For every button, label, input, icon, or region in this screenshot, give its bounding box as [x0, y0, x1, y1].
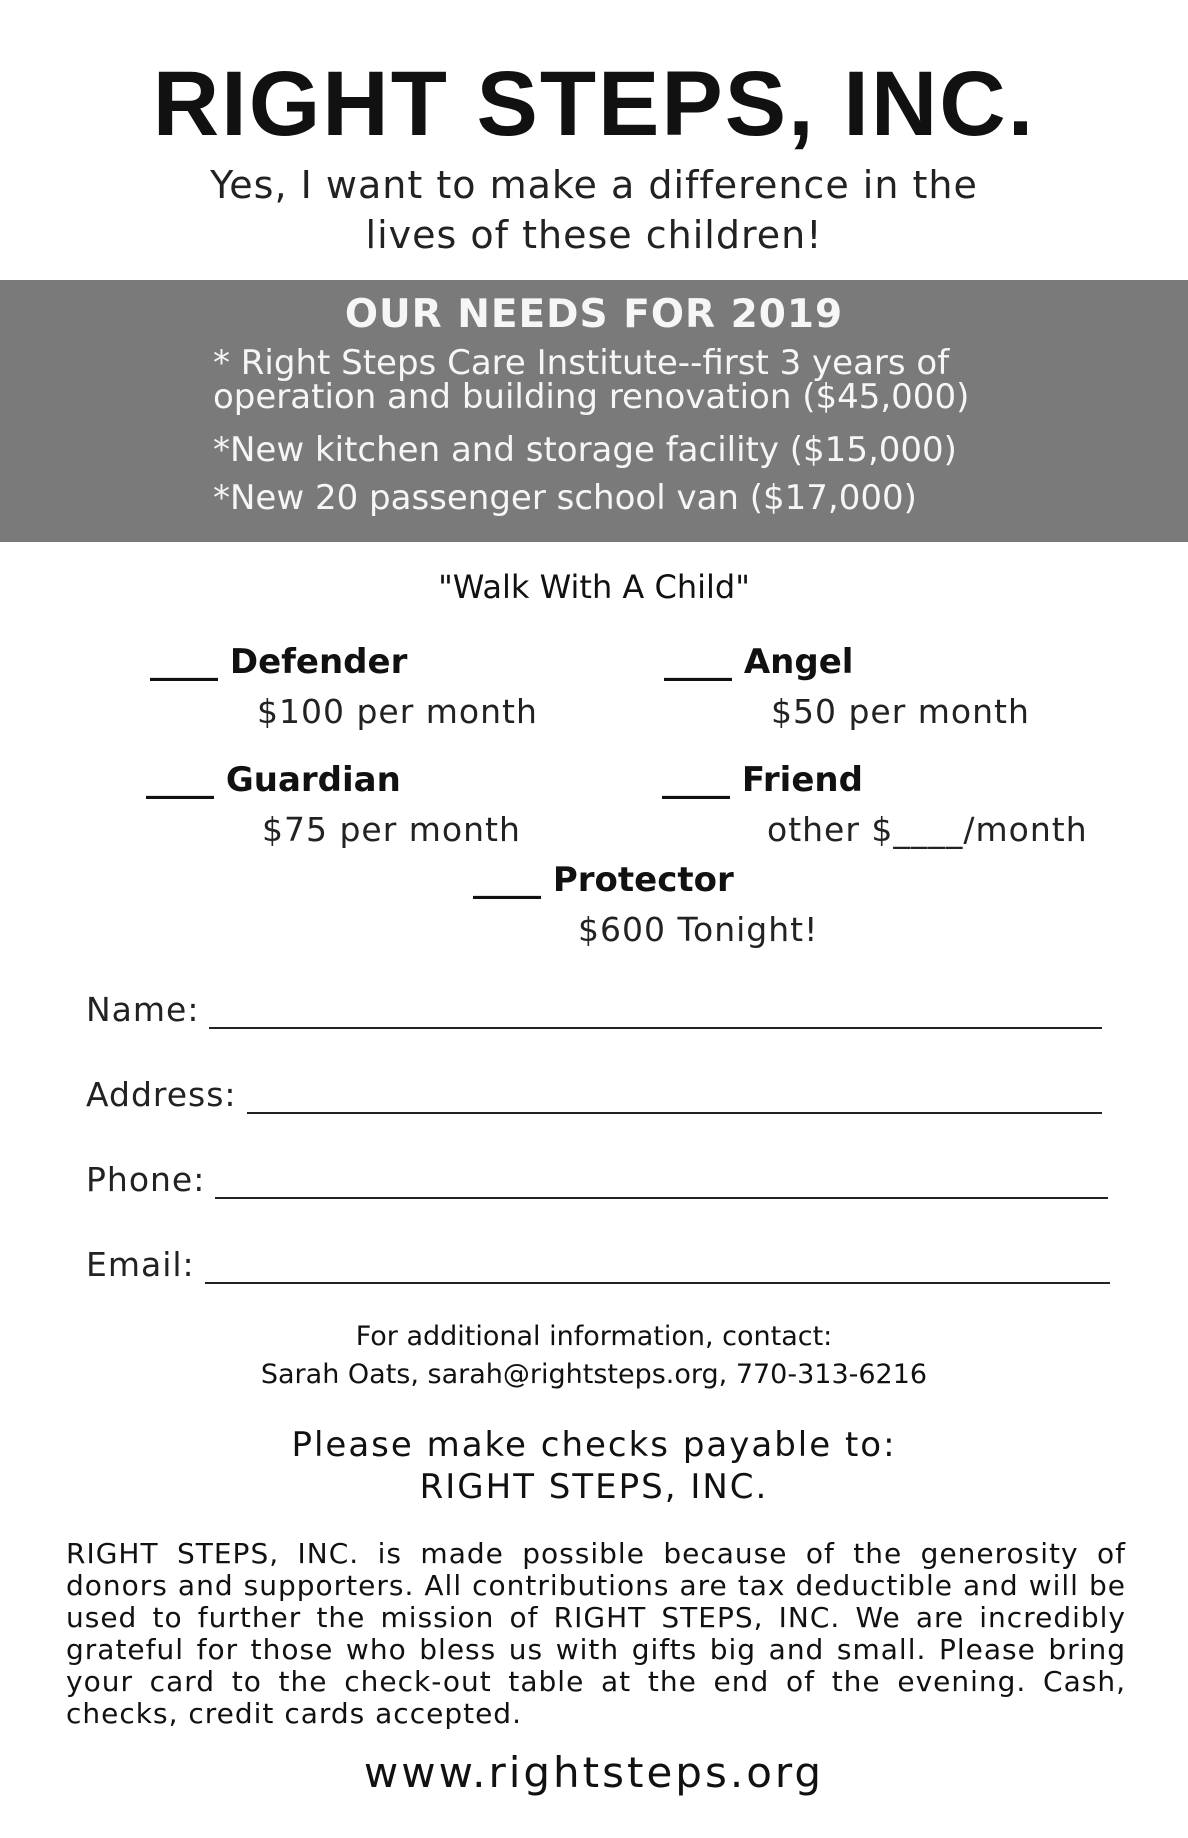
address-field[interactable]: [86, 1075, 1102, 1114]
checks-payable: [0, 1424, 1188, 1508]
name-field[interactable]: [86, 990, 1102, 1029]
needs-item: * Right Steps Care Institute--first 3 years of operation and building renovation ($45,000): [213, 343, 970, 417]
level-blank: ____: [473, 860, 541, 900]
level-blank: ____: [146, 760, 214, 800]
phone-label: Phone:: [86, 1160, 206, 1199]
level-name: Angel: [743, 642, 854, 682]
level-blank: ____: [662, 760, 730, 800]
contact-heading: For additional information, contact:: [355, 1321, 833, 1352]
needs-item: *New kitchen and storage facility ($15,000): [213, 430, 957, 470]
level-protector: [473, 860, 818, 949]
email-field[interactable]: [86, 1245, 1110, 1284]
checks-heading: Please make checks payable to:: [291, 1425, 897, 1465]
level-blank: ____: [150, 642, 218, 682]
level-name: Defender: [229, 642, 408, 682]
phone-field[interactable]: [86, 1160, 1108, 1199]
level-amount: $50 per month: [771, 692, 1030, 731]
level-amount: other $____/month: [767, 810, 1088, 849]
contact-details: Sarah Oats, sarah@rightsteps.org, 770-313-6216: [260, 1359, 928, 1390]
level-angel: [664, 642, 1030, 731]
level-amount: $600 Tonight!: [578, 910, 819, 949]
needs-item: *New 20 passenger school van ($17,000): [213, 478, 917, 518]
needs-section: [0, 280, 1188, 542]
level-name: Protector: [552, 860, 734, 900]
level-friend: [662, 760, 1088, 849]
tagline-line-2: lives of these children!: [365, 213, 823, 257]
needs-list: [213, 343, 1113, 522]
level-name: Friend: [741, 760, 863, 800]
email-line[interactable]: [205, 1252, 1110, 1284]
org-title: RIGHT STEPS, INC.: [152, 53, 1036, 155]
address-line[interactable]: [247, 1082, 1102, 1114]
contact-info: [0, 1318, 1188, 1394]
website-url: www.rightsteps.org: [363, 1748, 825, 1797]
checks-payee: RIGHT STEPS, INC.: [419, 1467, 769, 1507]
level-amount: $75 per month: [262, 810, 521, 849]
level-name: Guardian: [225, 760, 401, 800]
address-label: Address:: [86, 1075, 237, 1114]
level-guardian: [146, 760, 521, 849]
tagline: [0, 160, 1188, 260]
tagline-line-1: Yes, I want to make a difference in the: [210, 163, 978, 207]
name-line[interactable]: [209, 997, 1102, 1029]
phone-line[interactable]: [215, 1167, 1108, 1199]
level-defender: [150, 642, 538, 731]
level-blank: ____: [664, 642, 732, 682]
level-amount: $100 per month: [257, 692, 538, 731]
name-label: Name:: [86, 990, 200, 1029]
disclaimer-text: RIGHT STEPS, INC. is made possible because of the generosity of donors and supporters. All contributions are tax deductible and will be used to further the mission of RIGHT STEPS, INC. We are incredibly grateful for those who bless us with gifts big and small. Please bring your card to the check-out table at the end of the evening. Cash, checks, credit cards accepted.: [66, 1537, 1126, 1730]
needs-title: OUR NEEDS FOR 2019: [344, 292, 844, 337]
program-title: "Walk With A Child": [438, 568, 750, 606]
email-label: Email:: [86, 1245, 195, 1284]
